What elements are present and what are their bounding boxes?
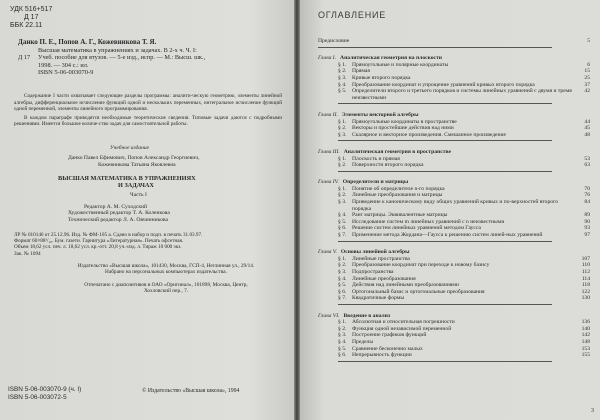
toc-page: 90: [584, 218, 590, 225]
toc-page: 63: [584, 162, 590, 169]
toc-section: [312, 68, 592, 75]
toc-chapter-title: Аналитическая геометрия на плоскости: [340, 55, 443, 62]
toc-section-number: § 1.: [338, 118, 347, 125]
toc-page: 44: [584, 118, 590, 125]
toc-section-title: Построение графиков функций: [352, 332, 427, 339]
toc-chapter-label: Глава IV.: [318, 179, 339, 186]
publisher-info: [46, 263, 286, 295]
toc-section-title: Определители второго и третьего порядков и системы линейных уравнений с двумя и тремя неизвестными: [352, 88, 572, 101]
toc-section: [312, 332, 592, 339]
annotation: [14, 93, 282, 127]
toc-page: 130: [581, 295, 590, 302]
book-title: [58, 175, 286, 190]
toc-section-number: § 2.: [338, 325, 347, 332]
toc-section-title: Линейные пространства: [352, 255, 410, 262]
tech-line: Формат 60×88¹/₁₆. Бум. газетн. Гарнитура «Литературная». Печать офсетная.: [14, 238, 184, 245]
tech-details: [14, 232, 286, 257]
toc-section: [312, 232, 592, 239]
toc-section: [312, 269, 592, 276]
toc-section-number: § 4.: [338, 275, 347, 282]
toc-section-title: Понятие об определителе n-го порядка: [352, 185, 445, 192]
toc-section-number: § 2.: [338, 262, 347, 269]
toc-section-title: Непрерывность функции: [352, 352, 412, 359]
toc-section-title: Поверхности второго порядка: [352, 162, 424, 169]
toc-page: 110: [581, 262, 590, 269]
toc-chapter-label: Глава VI.: [318, 312, 340, 319]
publisher-line: Набрано на персональных компьютерах издательства.: [105, 269, 227, 276]
toc-section-title: Скалярное и векторное произведения. Смешанное произведение: [352, 131, 507, 138]
toc-section-title: Квадратичные формы: [352, 295, 405, 302]
toc-section-number: § 1.: [338, 155, 347, 162]
toc-page: 148: [581, 338, 590, 345]
toc-page: 5: [587, 38, 590, 44]
toc-section-title: Преобразование координат и упрощение уравнений кривых второго порядка: [352, 81, 535, 88]
annotation-p1: Содержание I части охватывает следующие разделы программы: аналити-ческую геометрию, элементы линейной алгебры, дифференциальное исчисление функций одной и нескольких переменных, интегральное исчисление функций одной переменной, элементы линейного программирования.: [14, 93, 282, 113]
toc-section-number: § 7.: [338, 295, 347, 302]
toc-section-number: § 3.: [338, 199, 347, 206]
staff-list: [68, 204, 286, 224]
catalog-index: Д 17: [18, 54, 31, 62]
copyright: © Издательство «Высшая школа», 1994: [142, 388, 240, 394]
book-title-line: ВЫСШАЯ МАТЕМАТИКА В УПРАЖНЕНИЯХ: [58, 174, 196, 182]
toc-section-number: § 5.: [338, 282, 347, 289]
catalog-line1: Высшая математика в упражнениях и задачах. В 2-х ч. Ч. I:: [38, 46, 197, 54]
toc-chapter-title: Определители и матрицы: [342, 179, 409, 186]
udk-d: Д 17: [24, 14, 39, 21]
toc-page: 140: [581, 325, 590, 332]
toc-chapter-title: Основы линейной алгебры: [340, 249, 410, 256]
page-number: 3: [591, 408, 594, 414]
authors-full: [68, 155, 286, 169]
toc-preface: [312, 38, 592, 45]
toc-section-title: Абсолютная и относительная погрешности: [352, 319, 455, 326]
toc-section-number: § 1.: [338, 185, 347, 192]
toc-section-title: Линейные преобразования и матрицы: [352, 192, 443, 199]
toc-section-title: Подпространства: [352, 269, 394, 275]
toc-section: [312, 199, 592, 212]
toc-page: 37: [584, 81, 590, 88]
toc-section-title: Линейные преобразования: [352, 275, 416, 282]
toc-chapter-label: Глава V.: [318, 249, 337, 256]
authors-full-line: Кожевникова Татьяна Яковлевна: [98, 162, 176, 169]
authors-full-line: Данко Павел Ефимович, Попов Александр Георгиевич,: [68, 155, 200, 162]
toc-section-title: Векторы и простейшие действия над ними: [352, 125, 454, 132]
divider: [338, 171, 552, 172]
tech-line: ЛР № 010146 от 25.12.96. Изд. № ФМ-105 а. Сдано в набор и подп. в печать 31.03.97.: [14, 231, 203, 238]
toc-section-number: § 6.: [338, 225, 347, 232]
toc-section-number: § 4.: [338, 212, 347, 219]
toc-page: 107: [581, 255, 590, 262]
toc-chapter-title: Аналитическая геометрия в пространстве: [343, 148, 451, 155]
toc-section-title: Кривые второго порядка: [352, 74, 411, 81]
toc-section-number: § 1.: [338, 319, 347, 326]
tech-line: Объем 18,62 усл. печ. л. 18,62 усл. кр.-отт. 20,8 уч.-изд. л. Тираж 10 000 экз.: [14, 244, 182, 251]
toc-section-number: § 1.: [338, 61, 347, 68]
toc-section-title: Прямоугольные координаты в пространстве: [352, 118, 457, 125]
bbk-code: ББК 22.11: [10, 22, 43, 29]
toc-chapter: [312, 249, 592, 256]
toc-page: 42: [584, 88, 590, 95]
annotation-p2: В каждом параграфе приводятся необходимые теоретические сведения. Типовые задачи даются с подробными решениями. Имеется большое количе-ство задач для самостоятельной работы.: [14, 114, 282, 127]
toc-section-title: Пределы: [352, 338, 374, 345]
divider: [338, 304, 552, 305]
toc-page: 70: [584, 185, 590, 192]
catalog-authors: Данко П. Е., Попов А. Г., Кожевникова Т. Я.: [18, 38, 157, 46]
staff-line: Технический редактор Л. А. Овчинникова: [68, 217, 168, 224]
toc-chapter: [312, 179, 592, 186]
toc-section: [312, 132, 592, 139]
toc-section: [312, 75, 592, 82]
toc-section-number: § 4.: [338, 338, 347, 345]
divider: [338, 361, 552, 362]
toc-page: 6: [587, 61, 590, 68]
toc-section-number: § 5.: [338, 345, 347, 352]
toc-section: [312, 282, 592, 289]
toc-section: [312, 62, 592, 69]
catalog-line2: Учеб. пособие для втузов. — 5-е изд., испр. — М.: Высш. шк.,: [38, 54, 206, 62]
staff-line: Редактор А. М. Суходский: [84, 203, 148, 210]
toc-page: 93: [584, 225, 590, 232]
toc-section-title: Решение систем линейных уравнений методом Гаусса: [352, 225, 481, 232]
toc-page: 53: [584, 155, 590, 162]
toc-chapter-title: Введение в анализ: [343, 312, 391, 319]
toc-section-title: Прямая: [352, 68, 370, 75]
toc-section-title: Приведение к каноническому виду общих уравнений кривых и по-верхностей второго порядка: [352, 199, 558, 212]
publisher-line: Издательство «Высшая школа», 101430, Москва, ГСП-4, Неглинная ул., 29/14.: [77, 263, 255, 270]
toc-section-number: § 6.: [338, 288, 347, 295]
toc-section-number: § 2.: [338, 162, 347, 169]
toc-section-number: § 2.: [338, 68, 347, 75]
toc-preface-title: Предисловие: [318, 38, 350, 44]
toc-section: [312, 212, 592, 219]
divider: [318, 47, 552, 48]
table-of-contents: [312, 38, 592, 361]
isbn-bottom: [8, 386, 81, 402]
toc-page: 153: [581, 345, 590, 352]
toc-chapter: [312, 112, 592, 119]
toc-chapter: [312, 149, 592, 156]
left-page: [0, 0, 294, 420]
udk-block: [10, 6, 286, 30]
toc-section-number: § 7.: [338, 232, 347, 239]
staff-line: Художественный редактор Т. А. Коленкова: [68, 210, 170, 217]
toc-page: 142: [581, 332, 590, 339]
toc-page: 97: [584, 232, 590, 239]
toc-section-number: § 4.: [338, 81, 347, 88]
book-title-line: И ЗАДАЧАХ: [118, 182, 154, 190]
toc-heading: ОГЛАВЛЕНИЕ: [318, 10, 387, 20]
toc-section-title: Плоскость и прямая: [352, 155, 400, 162]
toc-section-title: Исследование систем m линейных уравнений с n неизвестными: [352, 218, 505, 225]
toc-section-number: § 5.: [338, 218, 347, 225]
right-page: [300, 0, 600, 420]
divider: [338, 241, 552, 242]
toc-page: 155: [581, 352, 590, 359]
toc-section: [312, 295, 592, 302]
part-label: Часть I: [130, 191, 147, 198]
toc-section: [312, 162, 592, 169]
toc-section-title: Функция одной независимой переменной: [352, 325, 452, 332]
toc-page: 84: [584, 199, 590, 206]
toc-page: 76: [584, 192, 590, 199]
isbn-line: ISBN 5-06-003072-5: [8, 394, 67, 401]
catalog-line3: 1998. — 304 с.: ил.: [38, 61, 89, 69]
toc-section-title: Применение метода Жордана—Гаусса к решению систем линей-ных уравнений: [352, 232, 543, 239]
toc-page: 48: [584, 131, 590, 138]
toc-page: 118: [581, 282, 590, 289]
toc-section: [312, 339, 592, 346]
isbn-line: ISBN 5-06-003070-9 (ч. I): [8, 386, 82, 393]
toc-section: [312, 262, 592, 269]
toc-section: [312, 88, 592, 101]
toc-section-number: § 3.: [338, 269, 347, 275]
toc-section: [312, 319, 592, 326]
toc-section: [312, 352, 592, 359]
toc-section-title: Ранг матрицы. Эквивалентные матрицы: [352, 212, 448, 219]
toc-page: 122: [581, 288, 590, 295]
udk-code: УДК 516+517: [10, 6, 53, 13]
toc-section: [312, 125, 592, 132]
toc-section-number: § 5.: [338, 88, 347, 95]
toc-section-title: Сравнение бесконечно малых: [352, 345, 423, 352]
toc-page: 25: [584, 74, 590, 81]
toc-section-number: § 6.: [338, 352, 347, 359]
toc-page: 114: [581, 275, 590, 282]
divider: [338, 103, 552, 104]
tech-line: Зак. № 1094: [14, 250, 41, 257]
toc-section-title: Ортогональный базис и ортогональные преобразования: [352, 288, 485, 295]
toc-chapter-label: Глава II.: [318, 111, 338, 118]
toc-chapter-label: Глава I.: [318, 55, 337, 62]
toc-chapter: [312, 55, 592, 62]
divider: [338, 140, 552, 141]
toc-section: [312, 156, 592, 163]
toc-page: 45: [584, 125, 590, 132]
toc-section-title: Преобразование координат при переходе к новому базису: [352, 262, 490, 269]
toc-chapter-label: Глава III.: [318, 148, 340, 155]
toc-section-title: Прямоугольные и полярные координаты: [352, 61, 449, 68]
toc-section-number: § 3.: [338, 131, 347, 138]
toc-section-title: Действия над линейными преобразованиями: [352, 282, 459, 289]
toc-page: 136: [581, 319, 590, 326]
toc-section-number: § 2.: [338, 192, 347, 199]
publisher-line: Хохловский пер., 7.: [143, 288, 189, 295]
toc-page: 89: [584, 212, 590, 219]
toc-section-number: § 3.: [338, 332, 347, 339]
publisher-line: Отпечатано с диапозитивов в ОАО «Оригинал», 101898, Москва, Центр,: [84, 281, 248, 288]
toc-page: 15: [584, 68, 590, 75]
edition-type: Учебное издание: [110, 145, 150, 152]
toc-chapter-title: Элементы векторной алгебры: [341, 111, 419, 118]
toc-section-number: § 2.: [338, 125, 347, 132]
catalog-card: [18, 38, 268, 77]
catalog-isbn: ISBN 5-06-003070-9: [38, 69, 94, 77]
toc-page: 112: [581, 269, 590, 275]
toc-section-number: § 1.: [338, 255, 347, 262]
toc-section-number: § 3.: [338, 74, 347, 81]
